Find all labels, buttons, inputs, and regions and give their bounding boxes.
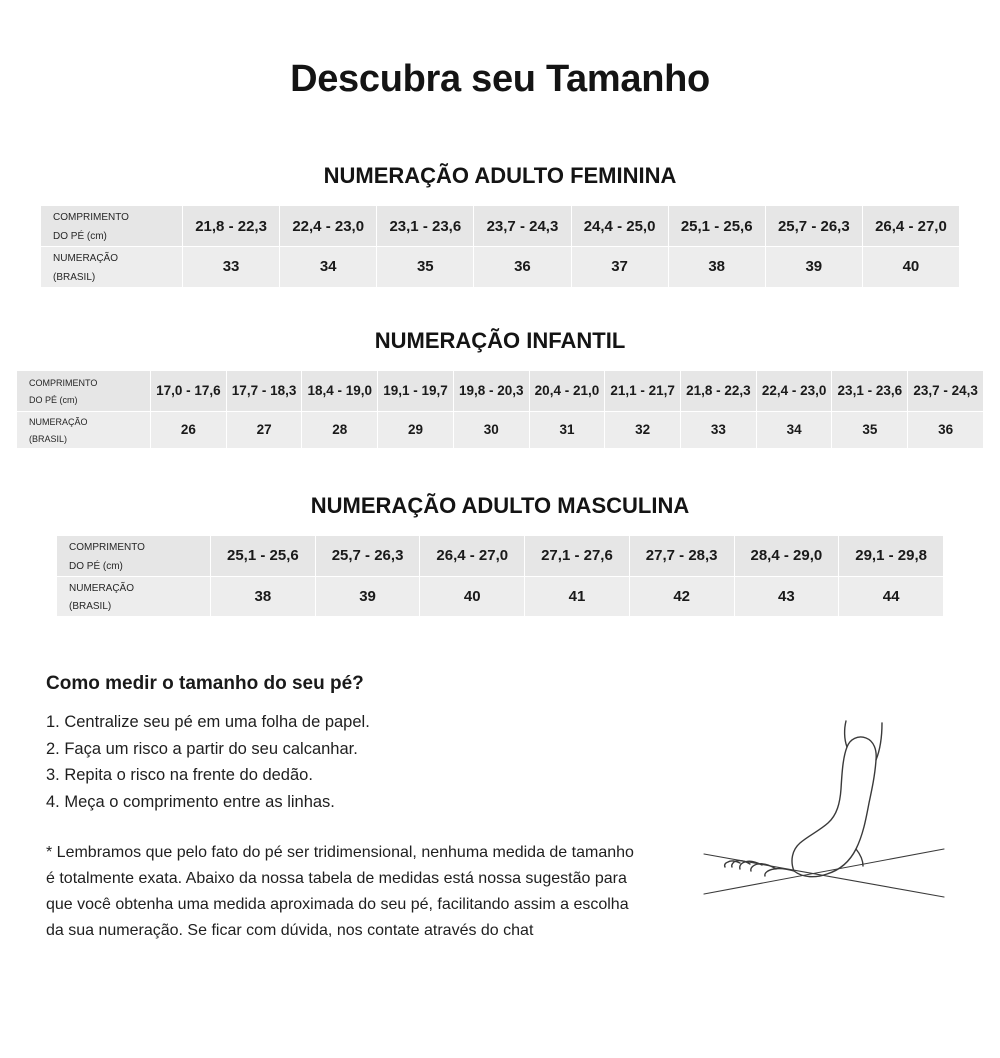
- row-label-size: [57, 576, 211, 617]
- row-label-size-line1: NUMERAÇÃO: [29, 416, 88, 427]
- cell-length: 23,1 - 23,6: [377, 206, 474, 247]
- table-row: [57, 535, 944, 576]
- cell-size: 35: [377, 247, 474, 288]
- cell-length: 23,7 - 24,3: [908, 370, 984, 411]
- section-title-masculina: NUMERAÇÃO ADULTO MASCULINA: [310, 492, 690, 518]
- cell-length: 25,7 - 26,3: [765, 206, 862, 247]
- cell-size: 40: [862, 247, 959, 288]
- cell-length: 22,4 - 23,0: [280, 206, 377, 247]
- cell-length: 24,4 - 25,0: [571, 206, 668, 247]
- row-label-size-line1: NUMERAÇÃO: [69, 582, 135, 594]
- table-row: [41, 206, 960, 247]
- cell-length: 21,8 - 22,3: [183, 206, 280, 247]
- how-to-title: Como medir o tamanho do seu pé?: [46, 673, 364, 694]
- list-item: 2. Faça um risco a partir do seu calcanhar.: [46, 739, 358, 758]
- row-label-length: [17, 370, 151, 411]
- list-item: 3. Repita o risco na frente do dedão.: [46, 766, 313, 785]
- table-row: [41, 247, 960, 288]
- cell-size: 41: [525, 576, 630, 617]
- measurement-note: * Lembramos que pelo fato do pé ser tridimensional, nenhuma medida de tamanho é totalmente exata. Abaixo da nossa tabela de medidas está nossa sugestão para que você obtenha uma medida aproximada do seu pé, facilitando assim a escolha da sua numeração. Se ficar com dúvida, nos contate através do chat: [46, 843, 634, 939]
- size-guide-page: [0, 58, 1000, 1058]
- list-item: 1. Centralize seu pé em uma folha de papel.: [46, 713, 370, 731]
- cell-size: 40: [420, 576, 525, 617]
- row-label-size: [17, 411, 151, 448]
- table-row: [17, 370, 984, 411]
- cell-length: 21,1 - 21,7: [605, 370, 681, 411]
- cell-length: 29,1 - 29,8: [839, 535, 944, 576]
- cell-size: 33: [183, 247, 280, 288]
- table-row: [57, 576, 944, 617]
- cell-length: 23,1 - 23,6: [832, 370, 908, 411]
- row-label-length-line1: COMPRIMENTO: [69, 541, 145, 553]
- list-item: 4. Meça o comprimento entre as linhas.: [46, 793, 335, 812]
- cell-size: 44: [839, 576, 944, 617]
- cell-size: 43: [734, 576, 839, 617]
- cell-size: 34: [280, 247, 377, 288]
- cell-length: 17,7 - 18,3: [226, 370, 302, 411]
- cell-length: 17,0 - 17,6: [151, 370, 227, 411]
- row-label-length-line1: COMPRIMENTO: [53, 212, 129, 224]
- cell-length: 26,4 - 27,0: [420, 535, 525, 576]
- row-label-length-line2: DO PÉ (cm): [69, 560, 123, 572]
- cell-size: 27: [226, 411, 302, 448]
- row-label-size-line2: (BRASIL): [53, 271, 96, 283]
- cell-size: 42: [629, 576, 734, 617]
- cell-size: 37: [571, 247, 668, 288]
- row-label-size-line2: (BRASIL): [69, 601, 112, 613]
- cell-size: 28: [302, 411, 378, 448]
- section-title-feminina: NUMERAÇÃO ADULTO FEMININA: [323, 163, 677, 188]
- row-label-length: [41, 206, 183, 247]
- cell-size: 29: [378, 411, 454, 448]
- cell-length: 19,8 - 20,3: [453, 370, 529, 411]
- cell-size: 39: [315, 576, 420, 617]
- cell-size: 38: [668, 247, 765, 288]
- cell-size: 32: [605, 411, 681, 448]
- size-table-infantil: [16, 370, 984, 449]
- cell-size: 33: [681, 411, 757, 448]
- cell-size: 36: [908, 411, 984, 448]
- foot-measure-diagram-icon: [644, 719, 964, 919]
- row-label-length-line2: DO PÉ (cm): [53, 231, 107, 242]
- cell-length: 26,4 - 27,0: [862, 206, 959, 247]
- cell-size: 26: [151, 411, 227, 448]
- how-to-measure-section: [0, 673, 1000, 944]
- row-label-size-line2: (BRASIL): [29, 433, 68, 444]
- cell-length: 19,1 - 19,7: [378, 370, 454, 411]
- row-label-length-line2: DO PÉ (cm): [29, 394, 78, 405]
- table-row: [17, 411, 984, 448]
- section-title-infantil: NUMERAÇÃO INFANTIL: [374, 327, 626, 353]
- cell-size: 39: [765, 247, 862, 288]
- cell-length: 23,7 - 24,3: [474, 206, 571, 247]
- cell-size: 34: [756, 411, 832, 448]
- cell-length: 25,7 - 26,3: [315, 535, 420, 576]
- cell-length: 21,8 - 22,3: [681, 370, 757, 411]
- size-table-feminina: [40, 205, 960, 288]
- cell-length: 25,1 - 25,6: [211, 535, 316, 576]
- row-label-size: [41, 247, 183, 288]
- row-label-length-line1: COMPRIMENTO: [29, 377, 98, 388]
- cell-size: 30: [453, 411, 529, 448]
- page-title: Descubra seu Tamanho: [290, 58, 710, 100]
- cell-length: 27,7 - 28,3: [629, 535, 734, 576]
- cell-length: 28,4 - 29,0: [734, 535, 839, 576]
- row-label-size-line1: NUMERAÇÃO: [53, 253, 119, 264]
- cell-length: 18,4 - 19,0: [302, 370, 378, 411]
- row-label-length: [57, 535, 211, 576]
- cell-size: 38: [211, 576, 316, 617]
- cell-size: 31: [529, 411, 605, 448]
- cell-length: 22,4 - 23,0: [756, 370, 832, 411]
- cell-length: 27,1 - 27,6: [525, 535, 630, 576]
- cell-size: 36: [474, 247, 571, 288]
- size-table-masculina: [56, 535, 944, 618]
- cell-size: 35: [832, 411, 908, 448]
- cell-length: 25,1 - 25,6: [668, 206, 765, 247]
- cell-length: 20,4 - 21,0: [529, 370, 605, 411]
